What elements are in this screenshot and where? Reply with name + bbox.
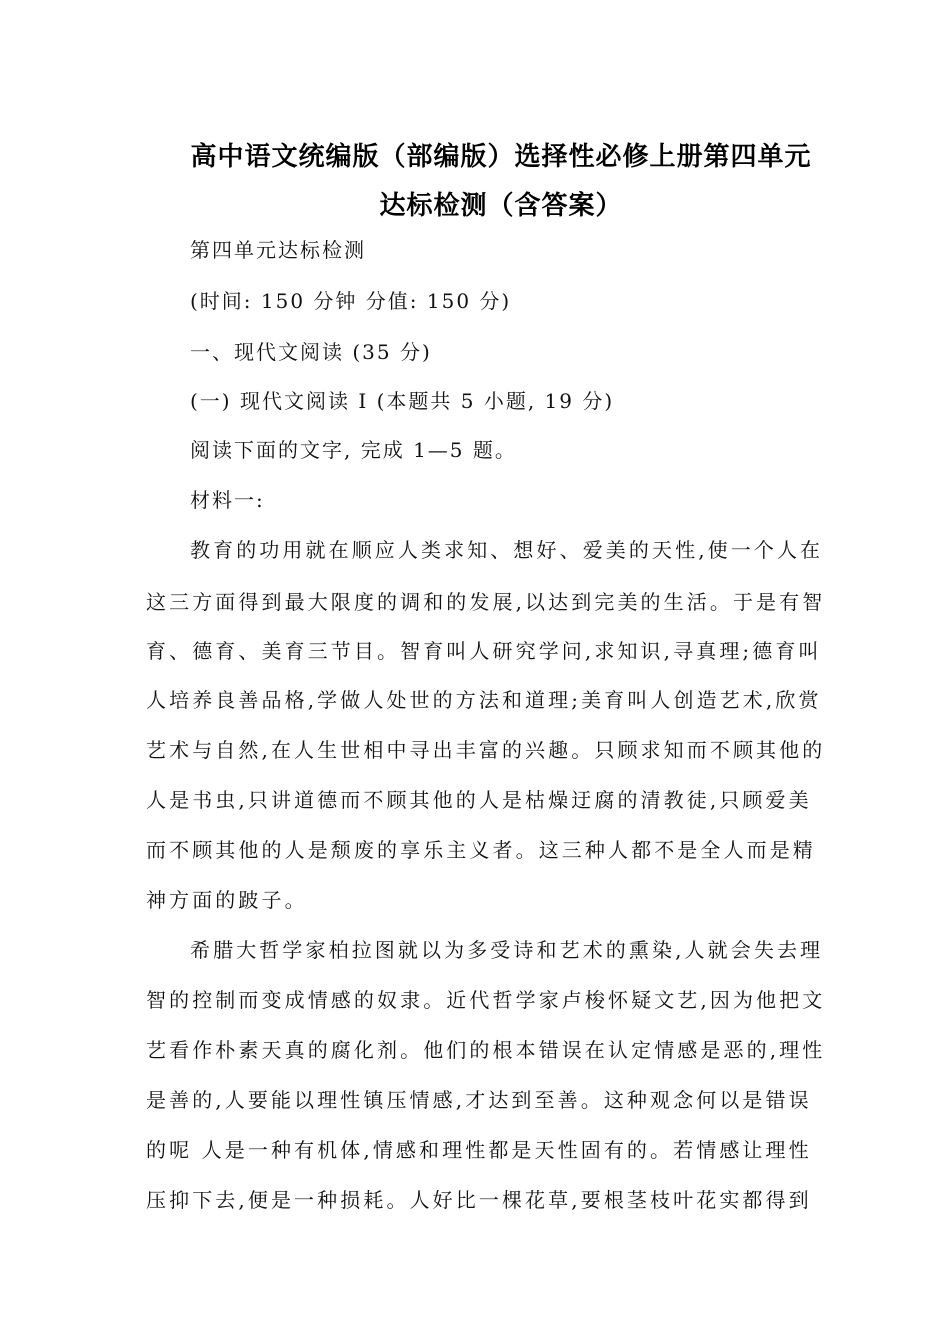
paragraph-line: 教育的功用就在顺应人类求知、想好、爱美的天性,使一个人在 <box>190 538 824 562</box>
paragraph-line: 的呢 人是一种有机体,情感和理性都是天性固有的。若情感让理性 <box>146 1138 812 1162</box>
document-title-line-2: 达标检测（含答案） <box>379 191 623 221</box>
document-title-line-1: 高中语文统编版（部编版）选择性必修上册第四单元 <box>190 142 812 172</box>
time-and-score: (时间: 150 分钟 分值: 150 分) <box>190 289 512 313</box>
paragraph-line: 是善的,人要能以理性镇压情感,才达到至善。这种观念何以是错误 <box>146 1088 812 1112</box>
paragraph-line: 育、德育、美育三节目。智育叫人研究学问,求知识,寻真理;德育叫 <box>146 639 822 663</box>
part-one-heading: 一、现代文阅读 (35 分) <box>190 340 432 364</box>
paragraph-line: 艺看作朴素天真的腐化剂。他们的根本错误在认定情感是恶的,理性 <box>146 1038 826 1062</box>
paragraph-line: 而不顾其他的人是颓废的享乐主义者。这三种人都不是全人而是精 <box>146 838 816 862</box>
paragraph-line: 智的控制而变成情感的奴隶。近代哲学家卢梭怀疑文艺,因为他把文 <box>146 988 826 1012</box>
paragraph-line: 希腊大哲学家柏拉图就以为多受诗和艺术的熏染,人就会失去理 <box>190 938 824 962</box>
reading-instruction: 阅读下面的文字, 完成 1—5 题。 <box>190 438 517 462</box>
paragraph-line: 人培养良善品格,学做人处世的方法和道理;美育叫人创造艺术,欣赏 <box>146 688 822 712</box>
paragraph-line: 艺术与自然,在人生世相中寻出丰富的兴趣。只顾求知而不顾其他的 <box>146 738 826 762</box>
section-heading: 第四单元达标检测 <box>190 238 366 262</box>
material-label: 材料一: <box>190 488 265 512</box>
paragraph-line: 人是书虫,只讲道德而不顾其他的人是枯燥迂腐的清教徒,只顾爱美 <box>146 788 812 812</box>
part-one-subheading: (一) 现代文阅读 I (本题共 5 小题, 19 分) <box>190 389 615 413</box>
paragraph-line: 压抑下去,便是一种损耗。人好比一棵花草,要根茎枝叶花实都得到 <box>146 1188 812 1212</box>
paragraph-line: 这三方面得到最大限度的调和的发展,以达到完美的生活。于是有智 <box>146 590 826 614</box>
paragraph-line: 神方面的跛子。 <box>146 888 308 912</box>
